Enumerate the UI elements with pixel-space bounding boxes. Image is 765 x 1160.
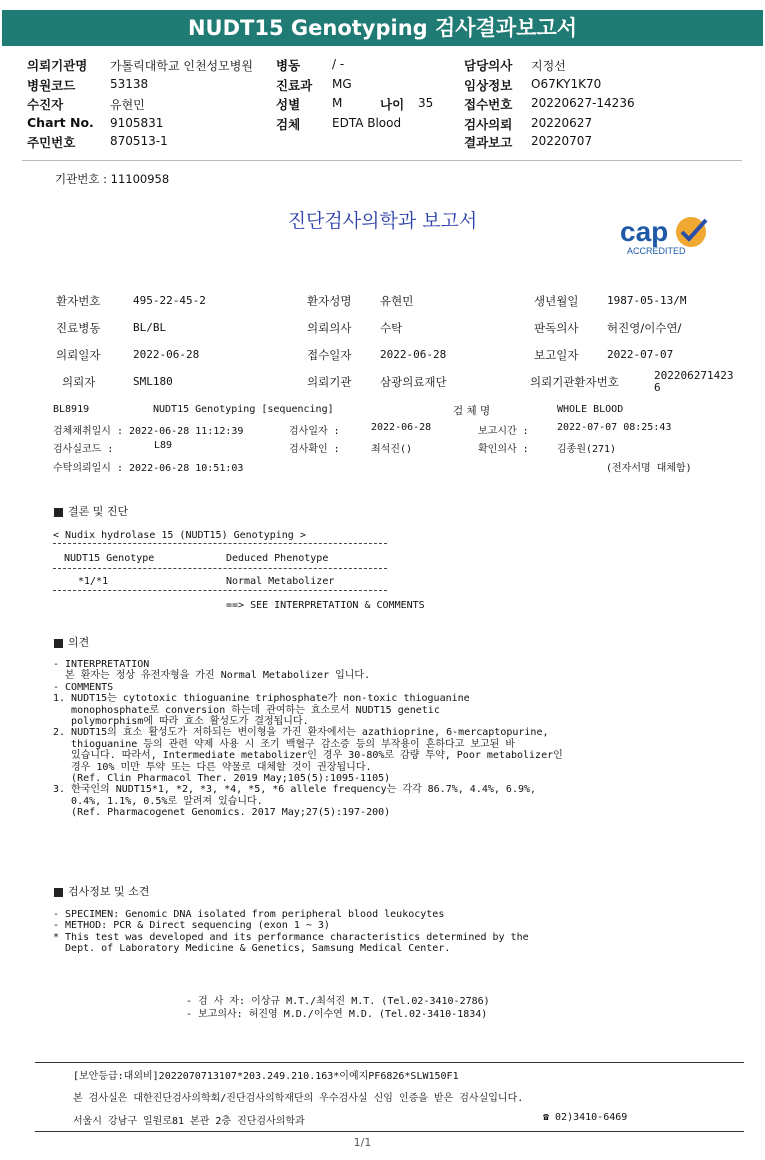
opinion-line: 2. NUDT15의 효소 활성도가 저하되는 변이형을 가진 환자에서는 azathioprine, 6-mercaptopurine, — [53, 727, 549, 739]
info-label: 의뢰기관환자번호 — [530, 375, 619, 389]
test-date-label: 검사일자 : — [289, 426, 340, 437]
doctor-value: 지정선 — [531, 59, 566, 73]
info-value: 2022-06-28 — [380, 348, 447, 361]
test-code: BL8919 — [53, 404, 90, 415]
hospital-code-label: 병원코드 — [27, 78, 76, 93]
institution-number: 기관번호 : 11100958 — [55, 172, 170, 186]
opinion-line: (Ref. Pharmacogenet Genomics. 2017 May;27(5):197-200) — [53, 807, 391, 819]
genotype-value: *1/*1 — [78, 576, 109, 587]
info-value: 1987-05-13/M — [607, 294, 687, 307]
lab-code-value: L89 — [154, 440, 173, 451]
info-value: 수탁 — [380, 321, 403, 335]
resident-no-value: 870513-1 — [110, 134, 168, 148]
opinion-line: - COMMENTS — [53, 681, 114, 693]
receipt-no-label: 접수번호 — [464, 97, 513, 112]
confirm-doctor-label: 확인의사 : — [478, 444, 529, 455]
address-line: 서울시 강남구 일원로81 본관 2층 진단검사의학과 — [73, 1116, 305, 1127]
info-label: 의뢰의사 — [307, 321, 352, 335]
tester-signature: - 검 사 자: 이상규 M.T./최석진 M.T. (Tel.02-3410-2786) — [186, 996, 490, 1007]
reporter-signature: - 보고의사: 허진영 M.D./이수연 M.D. (Tel.02-3410-1834) — [186, 1009, 488, 1020]
opinion-text — [53, 659, 563, 819]
doctor-label: 담당의사 — [464, 58, 513, 73]
info-value: 삼광의료재단 — [380, 375, 447, 389]
info-label: 의뢰자 — [62, 375, 96, 389]
certification-line: 본 검사실은 대한진단검사의학회/진단검사의학재단의 우수검사실 신임 인증을 받은 검사실입니다. — [73, 1093, 524, 1104]
specimen-name-value: WHOLE BLOOD — [557, 404, 624, 415]
footer-divider — [35, 1062, 744, 1063]
report-time-label: 보고시간 : — [478, 426, 529, 437]
info-label: 의뢰기관 — [307, 375, 352, 389]
info-label: 환자번호 — [56, 294, 101, 308]
info-value-continued: 6 — [654, 381, 661, 394]
opinion-line: 본 환자는 정상 유전자형을 가진 Normal Metabolizer 입니다. — [53, 670, 371, 682]
opinion-line: - INTERPRETATION — [53, 659, 150, 670]
divider — [53, 590, 387, 591]
result-heading: < Nudix hydrolase 15 (NUDT15) Genotyping > — [53, 530, 306, 541]
hospital-code-value: 53138 — [110, 77, 149, 91]
department-label: 진료과 — [276, 78, 313, 93]
chart-no-value: 9105831 — [110, 116, 164, 130]
info-label: 진료병동 — [56, 321, 101, 335]
phenotype-value: Normal Metabolizer — [226, 576, 335, 587]
report-title: 진단검사의학과 보고서 — [287, 210, 478, 232]
info-label: 판독의사 — [534, 321, 579, 335]
specimen-label: 검체 — [276, 117, 301, 132]
opinion-line: polymorphism에 따라 효소 활성도가 결정됩니다. — [53, 716, 309, 728]
divider — [53, 543, 387, 544]
info-label: 보고일자 — [534, 348, 579, 362]
opinion-line: 있습니다. 따라서, Intermediate metabolizer인 경우 30-80%로 감량 투약, Poor metabolizer인 — [53, 750, 563, 762]
result-section-title — [54, 503, 128, 519]
info-label: 접수일자 — [307, 348, 352, 362]
cap-logo-text: cap — [620, 216, 669, 247]
age-label: 나이 — [380, 97, 405, 112]
square-bullet-icon — [54, 508, 63, 517]
result-date-value: 20220707 — [531, 134, 593, 148]
cap-logo-sub: ACCREDITED — [627, 246, 686, 256]
hospital-label: 의뢰기관명 — [27, 58, 88, 73]
test-date-value: 2022-06-28 — [371, 422, 432, 433]
info-value: 2022-06-28 — [133, 348, 200, 361]
ward-label: 병동 — [276, 58, 301, 73]
cap-logo — [620, 212, 720, 262]
report-time-value: 2022-07-07 08:25:43 — [557, 422, 672, 433]
test-confirm-value: 최석진() — [371, 444, 413, 455]
sex-value: M — [332, 96, 343, 110]
chart-no-label: Chart No. — [27, 115, 94, 130]
opinion-section-title — [54, 634, 89, 650]
see-interpretation: ==> SEE INTERPRETATION & COMMENTS — [226, 600, 425, 611]
hospital-value: 가톨릭대학교 인천성모병원 — [110, 59, 253, 73]
request-date-label: 검사의뢰 — [464, 117, 513, 132]
opinion-line: 3. 한국인의 NUDT15*1, *2, *3, *4, *5, *6 allele frequency는 각각 86.7%, 4.4%, 6.9%, — [53, 784, 537, 796]
info-value: 2022-07-07 — [607, 348, 674, 361]
opinion-line: 경우 10% 미만 투약 또는 다른 약물로 대체할 것이 권장됩니다. — [53, 761, 372, 773]
page-number: 1/1 — [353, 1136, 372, 1149]
consign-time: 수탁의뢰일시 : 2022-06-28 10:51:03 — [53, 463, 244, 474]
method-section-label: 검사정보 및 소견 — [68, 885, 150, 898]
specimen-name-label: 검 체 명 — [453, 405, 491, 417]
test-name: NUDT15 Genotyping [sequencing] — [153, 404, 334, 415]
receipt-no-value: 20220627-14236 — [531, 96, 635, 110]
method-line: - METHOD: PCR & Direct sequencing (exon 1 ~ 3) — [53, 920, 330, 932]
security-line: [보안등급:대외비]2022070713107*203.249.210.163*이예지PF6826*SLW150F1 — [73, 1071, 459, 1082]
square-bullet-icon — [54, 639, 63, 648]
method-line: Dept. of Laboratory Medicine & Genetics, Samsung Medical Center. — [53, 943, 451, 955]
phenotype-column-header: Deduced Phenotype — [226, 553, 329, 564]
ward-value: / - — [332, 57, 345, 71]
info-label: 의뢰일자 — [56, 348, 101, 362]
opinion-line: (Ref. Clin Pharmacol Ther. 2019 May;105(5):1095-1105) — [53, 773, 391, 785]
age-value: 35 — [418, 96, 434, 110]
specimen-value: EDTA Blood — [332, 116, 402, 130]
header-divider — [22, 160, 742, 161]
square-bullet-icon — [54, 888, 63, 897]
info-value: SML180 — [133, 375, 173, 388]
info-label: 환자성명 — [307, 294, 352, 308]
phone-line: ☎ 02)3410-6469 — [543, 1112, 628, 1123]
test-confirm-label: 검사확인 : — [289, 444, 340, 455]
result-date-label: 결과보고 — [464, 135, 513, 150]
opinion-line: monophosphate로 conversion 하는데 관여하는 효소로서 NUDT15 genetic — [53, 704, 440, 716]
method-text — [53, 909, 529, 955]
patient-label: 수진자 — [27, 97, 64, 112]
opinion-line: thioguanine 등의 관련 약제 사용 시 조기 백혈구 감소증 등의 부작용이 흔하다고 보고된 바 — [53, 738, 516, 750]
info-value: BL/BL — [133, 321, 167, 334]
confirm-doctor-value: 김종원(271) — [557, 444, 617, 455]
info-label: 생년월일 — [534, 294, 579, 308]
footer-divider — [35, 1131, 744, 1132]
method-section-title — [54, 883, 149, 899]
clinical-info-value: O67KY1K70 — [531, 77, 602, 91]
e-signature-note: (전자서명 대체함) — [606, 463, 692, 474]
lab-code-label: 검사실코드 : — [53, 444, 114, 455]
department-value: MG — [332, 77, 352, 91]
divider — [53, 568, 387, 569]
opinion-line: 0.4%, 1.1%, 0.5%로 알려져 있습니다. — [53, 795, 263, 807]
info-value: 495-22-45-2 — [133, 294, 206, 307]
method-line: * This test was developed and its performance characteristics determined by the — [53, 931, 529, 943]
request-date-value: 20220627 — [531, 116, 593, 130]
patient-value: 유현민 — [110, 98, 145, 112]
info-value: 유현민 — [380, 294, 414, 308]
method-line: - SPECIMEN: Genomic DNA isolated from peripheral blood leukocytes — [53, 909, 445, 920]
info-value: 허진영/이수연/ — [607, 321, 682, 335]
opinion-line: 1. NUDT15는 cytotoxic thioguanine triphosphate가 non-toxic thioguanine — [53, 693, 470, 705]
result-section-label: 결론 및 진단 — [68, 505, 129, 518]
opinion-section-label: 의견 — [68, 636, 90, 649]
resident-no-label: 주민번호 — [27, 135, 76, 150]
clinical-info-label: 임상정보 — [464, 78, 513, 93]
page-title: NUDT15 Genotyping 검사결과보고서 — [2, 10, 763, 46]
info-value: 202206271423 — [654, 369, 734, 382]
sex-label: 성별 — [276, 97, 301, 112]
genotype-column-header: NUDT15 Genotype — [64, 553, 155, 564]
collection-time: 검체채취일시 : 2022-06-28 11:12:39 — [53, 426, 244, 437]
